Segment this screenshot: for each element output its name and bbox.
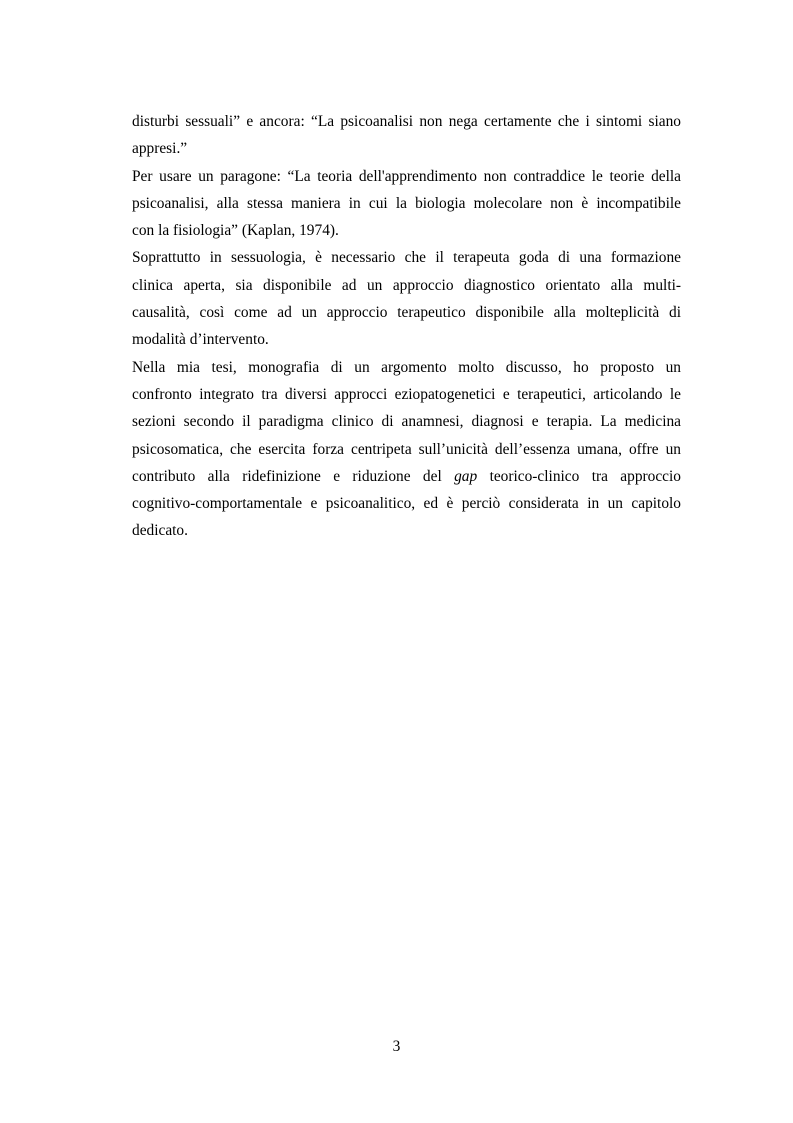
text-line: disturbi sessuali” e ancora: “La psicoanalisi non nega certamente che i sintomi siano <box>132 113 681 130</box>
text-line: appresi.” <box>132 140 188 158</box>
text-line: Soprattutto in sessuologia, è necessario che il terapeuta goda di una formazione <box>132 249 681 267</box>
text-line: sezioni secondo il paradigma clinico di anamnesi, diagnosi e terapia. La medicina <box>132 413 681 431</box>
text-line: modalità d’intervento. <box>132 331 269 349</box>
text-line: Nella mia tesi, monografia di un argomento molto discusso, ho proposto un <box>132 358 681 376</box>
text-line: psicosomatica, che esercita forza centripeta sull’unicità dell’essenza umana, offre un <box>132 440 681 458</box>
text-segment: teorico-clinico tra approccio <box>489 467 681 485</box>
text-line: clinica aperta, sia disponibile ad un approccio diagnostico orientato alla multi- <box>132 276 681 294</box>
text-line: psicoanalisi, alla stessa maniera in cui la biologia molecolare non è incompatibile <box>132 194 681 212</box>
text-segment: contributo alla ridefinizione e riduzione del <box>132 467 442 485</box>
text-line: cognitivo-comportamentale e psicoanalitico, ed è perciò considerata in un capitolo <box>132 495 681 513</box>
body-text <box>132 108 681 545</box>
text-line: confronto integrato tra diversi approcci eziopatogenetici e terapeutici, articolando le <box>132 385 681 403</box>
page-number: 3 <box>392 1038 401 1055</box>
text-line: con la fisiologia” (Kaplan, 1974). <box>132 222 339 240</box>
text-line: causalità, così come ad un approccio terapeutico disponibile alla molteplicità di <box>132 304 681 322</box>
text-line: Per usare un paragone: “La teoria dell'apprendimento non contraddice le teorie della <box>132 167 681 185</box>
italic-term: gap <box>454 467 478 485</box>
text-line: dedicato. <box>132 522 188 540</box>
text-line-with-italic <box>132 463 681 490</box>
